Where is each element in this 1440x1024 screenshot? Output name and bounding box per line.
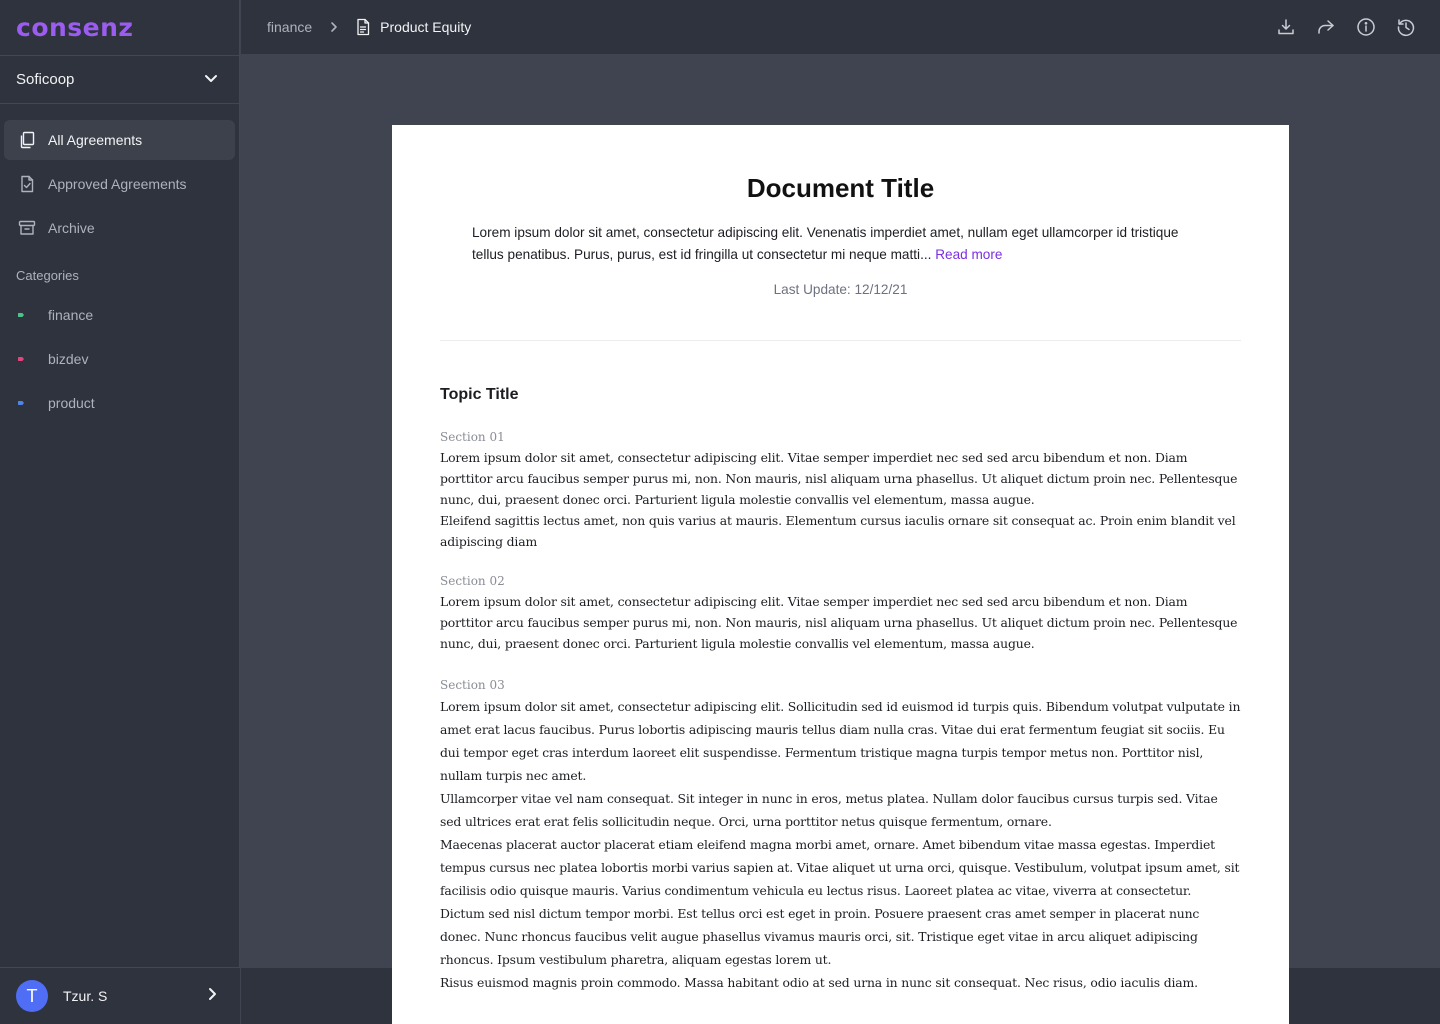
copy-docs-icon <box>18 131 36 149</box>
finance-tag-shape <box>18 306 24 324</box>
section-01[interactable] <box>440 430 1241 552</box>
app-logo[interactable]: consenz <box>16 13 134 42</box>
chevron-right-icon <box>204 986 220 1007</box>
sidebar-item-approved-agreements[interactable] <box>4 164 235 204</box>
history-icon[interactable] <box>1396 17 1416 37</box>
section-body <box>440 695 1241 994</box>
chevron-down-icon <box>203 70 219 90</box>
sidebar-item-all-agreements[interactable] <box>4 120 235 160</box>
bizdev-tag-shape <box>18 350 24 368</box>
share-icon[interactable] <box>1316 17 1336 37</box>
download-icon[interactable] <box>1276 17 1296 37</box>
doc-check-icon <box>18 175 36 193</box>
sidebar-item-label: finance <box>48 307 94 323</box>
sidebar-nav <box>0 104 239 423</box>
section-label: Section 01 <box>440 430 505 444</box>
archive-box-icon <box>18 219 36 237</box>
read-more-link[interactable]: Read more <box>935 247 1003 262</box>
section-02[interactable] <box>440 574 1241 654</box>
document-title: Document Title <box>746 173 935 203</box>
user-name: Tzur. S <box>63 988 108 1004</box>
logo-bar <box>0 0 239 56</box>
chevron-right-icon <box>328 21 340 33</box>
sidebar <box>0 0 240 1024</box>
section-paragraph: Maecenas placerat auctor placerat etiam eleifend magna morbi amet, ornare. Amet bibendum vitae massa egestas. Imperdiet tempus cursus nec platea lobortis morbi varius sapien at. Vitae aliquet ut urna orci, quisque. Vestibulum, volutpat ipsum amet, sit facilisis odio quisque mauris. Varius condimentum vehicula eu lectus risus. Laoreet platea ac vitae, viverra at consectetur. <box>440 837 1240 898</box>
tag-icon <box>18 306 36 324</box>
topbar <box>241 0 1440 54</box>
sidebar-item-label: Archive <box>48 220 95 236</box>
topic-title: Topic Title <box>440 386 519 403</box>
info-icon[interactable] <box>1356 17 1376 37</box>
tag-icon <box>18 350 36 368</box>
section-paragraph: Risus euismod magnis proin commodo. Massa habitant odio at sed urna in nunc sit consequat. Nec risus, odio iaculis diam. <box>440 975 1198 990</box>
sidebar-item-finance[interactable] <box>4 295 235 335</box>
breadcrumb-current: Product Equity <box>380 19 472 35</box>
sidebar-item-label: Approved Agreements <box>48 176 187 192</box>
section-paragraph: Dictum sed nisl dictum tempor morbi. Est tellus orci est eget in proin. Posuere praesent cras amet semper in placerat nunc donec. Nunc rhoncus faucibus velit augue phasellus vivamus mauris orci, sit. Tristique eget vitae in arcu aliquet adipiscing rhoncus. Ipsum vestibulum pharetra, aliquam egestas lorem ut. <box>440 906 1200 967</box>
section-paragraph: Lorem ipsum dolor sit amet, consectetur adipiscing elit. Vitae semper imperdiet nec sed sed arcu bibendum et non. Diam porttitor arcu faucibus semper purus mi, non. Non mauris, nisl aliquam urna phasellus. Ut aliquet dictum proin nec. Pellentesque nunc, dui, praesent donec orci. Parturient ligula molestie convallis vel elementum, massa augue. <box>440 594 1238 651</box>
categories-heading: Categories <box>16 268 79 283</box>
avatar: T <box>16 980 48 1012</box>
sidebar-item-label: bizdev <box>48 351 89 367</box>
section-paragraph: Eleifend sagittis lectus amet, non quis varius at mauris. Elementum cursus iaculis ornare sit consequat ac. Proin enim blandit vel adipiscing diam <box>440 513 1236 549</box>
product-tag-shape <box>18 394 24 412</box>
sidebar-item-archive[interactable] <box>4 208 235 248</box>
section-body <box>440 591 1241 654</box>
user-menu[interactable] <box>0 967 240 1024</box>
document-page <box>392 125 1289 1024</box>
last-update: Last Update: 12/12/21 <box>773 282 908 297</box>
sidebar-item-product[interactable] <box>4 383 235 423</box>
summary-text: Lorem ipsum dolor sit amet, consectetur adipiscing elit. Venenatis imperdiet amet, nullam eget ullamcorper id tristique tellus penatibus. Purus, purus, est id fringilla ut consectetur mi neque matti... <box>472 225 1179 262</box>
section-label: Section 02 <box>440 574 505 588</box>
sidebar-item-label: product <box>48 395 95 411</box>
breadcrumb-finance[interactable]: finance <box>267 19 313 35</box>
org-name: Soficoop <box>16 71 75 88</box>
document-icon <box>354 18 372 36</box>
section-body <box>440 447 1241 552</box>
section-paragraph: Lorem ipsum dolor sit amet, consectetur adipiscing elit. Vitae semper imperdiet nec sed sed arcu bibendum et non. Diam porttitor arcu faucibus semper purus mi, non. Non mauris, nisl aliquam urna phasellus. Ut aliquet dictum proin nec. Pellentesque nunc, dui, praesent donec orci. Parturient ligula molestie convallis vel elementum, massa augue. <box>440 450 1238 507</box>
section-03[interactable] <box>440 678 1241 994</box>
divider <box>440 340 1241 341</box>
toolbar-actions <box>1276 17 1416 37</box>
org-selector[interactable] <box>0 56 239 104</box>
sidebar-item-label: All Agreements <box>48 132 143 148</box>
breadcrumb <box>267 18 471 36</box>
sidebar-item-bizdev[interactable] <box>4 339 235 379</box>
section-paragraph: Ullamcorper vitae vel nam consequat. Sit integer in nunc in eros, metus platea. Nullam dolor faucibus cursus turpis sed. Vitae sed ultrices erat erat felis sollicitudin neque. Orci, urna porttitor netus quisque fermentum, ornare. <box>440 791 1218 829</box>
section-paragraph: Lorem ipsum dolor sit amet, consectetur adipiscing elit. Sollicitudin sed id euismod id turpis quis. Bibendum volutpat vulputate in amet erat lacus faucibus. Purus lobortis adipiscing mauris tellus diam nulla cras. Vitae dui erat fermentum feugiat sit sociis. Eu dui tempor eget cras interdum laoreet elit suspendisse. Fermentum tristique magna turpis tempor metus non. Porttitor nisl, nullam turpis nec amet. <box>440 699 1241 783</box>
tag-icon <box>18 394 36 412</box>
section-label: Section 03 <box>440 678 505 692</box>
document-summary <box>472 222 1209 266</box>
